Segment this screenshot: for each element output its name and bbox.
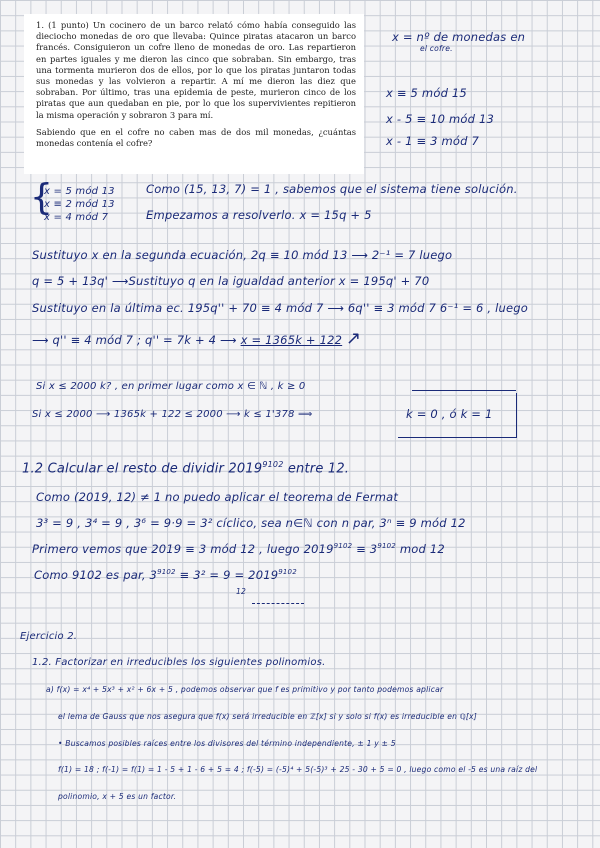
ex12-title <box>22 460 349 476</box>
ex12-line-4-exp: 9102 <box>157 568 176 577</box>
ex2-a-line-1: a) f(x) = x⁴ + 5x³ + x² + 6x + 5 , podemos observar que f es primitivo y por tanto podemos aplicar <box>46 685 444 694</box>
ex12-line-1: Como (2019, 12) ≠ 1 no puedo aplicar el teorema de Fermat <box>36 490 399 504</box>
bound-line-1: Si x ≤ 2000 k? , en primer lugar como x ∈ ℕ , k ≥ 0 <box>36 381 306 392</box>
ex12-line-4 <box>34 568 297 582</box>
ex12-line-3-c: mod 12 <box>395 542 445 556</box>
ex12-line-3-b: ≡ 3 <box>352 542 378 556</box>
bound-answer: k = 0 , ó k = 1 <box>406 407 493 421</box>
system-brace: { <box>30 177 54 218</box>
ex12-line-4-b: ≡ 3² = 9 = 2019 <box>175 568 279 582</box>
ex12-title-b: entre 12. <box>287 461 350 477</box>
work-line-4-prefix: ⟶ q'' ≡ 4 mód 7 ; q'' = 7k + 4 ⟶ <box>32 333 237 347</box>
ex2-a-line-4: f(1) = 18 ; f(-1) = f(1) = 1 - 5 + 1 - 6 + 5 = 4 ; f(-5) = (-5)⁴ + 5(-5)³ + 25 - 30 + 5 = 0 , luego como el -5 es una raíz del <box>58 765 538 774</box>
ex12-line-3 <box>32 542 445 556</box>
work-line-4 <box>32 328 361 349</box>
congruence-3: x - 1 ≡ 3 mód 7 <box>386 134 480 148</box>
answer-box-top <box>412 390 516 391</box>
problem-statement <box>24 14 364 174</box>
variable-definition: x = nº de monedas en <box>392 30 526 44</box>
ex2-heading: Ejercicio 2. <box>20 631 78 642</box>
ex12-title-exponent: 9102 <box>262 460 284 469</box>
congruence-1: x ≡ 5 mód 15 <box>386 86 467 100</box>
ex12-dashed-line <box>252 603 304 604</box>
ex12-line-4-a: Como 9102 es par, 3 <box>34 568 158 582</box>
ex12-line-3-exp: 9102 <box>333 542 353 551</box>
ex12-title-a: 1.2 Calcular el resto de dividir 2019 <box>22 461 263 477</box>
ex12-line-2: 3³ = 9 , 3⁴ = 9 , 3⁶ = 9·9 = 3² cíclico, sea n∈ℕ con n par, 3ⁿ ≡ 9 mód 12 <box>36 516 466 530</box>
check-mark: ↗ <box>346 328 362 349</box>
ex2-subtitle: 1.2. Factorizar en irreducibles los siguientes polinomios. <box>32 657 326 668</box>
system-line-2: x ≡ 2 mód 13 <box>44 199 115 210</box>
ex2-a-line-5: polinomio, x + 5 es un factor. <box>58 792 177 801</box>
system-note-1: Como (15, 13, 7) = 1 , sabemos que el sistema tiene solución. <box>146 182 518 196</box>
congruence-2: x - 5 ≡ 10 mód 13 <box>386 112 495 126</box>
problem-question: Sabiendo que en el cofre no caben mas de dos mil monedas, ¿cuántas monedas contenía el cofre? <box>36 126 356 149</box>
general-solution: x = 1365k + 122 <box>240 333 343 347</box>
work-line-1: Sustituyo x en la segunda ecuación, 2q ≡ 10 mód 13 ⟶ 2⁻¹ = 7 luego <box>32 248 453 262</box>
ex12-line-3-a: Primero vemos que 2019 ≡ 3 mód 12 , luego 2019 <box>32 542 334 556</box>
answer-box <box>398 393 517 438</box>
work-line-2: q = 5 + 13q' ⟶Sustituyo q en la igualdad anterior x = 195q' + 70 <box>32 274 430 288</box>
problem-paragraph: 1. (1 punto) Un cocinero de un barco relató cómo había conseguido las dieciocho monedas de oro que llevaba: Quince piratas atacaron un barco francés. Consiguieron un cofre lleno de monedas de oro. Las repartieron en partes iguales y me dieron las cinco que sobraban. Sin embargo, tras una tormenta murieron dos de ellos, por lo que los piratas juntaron todas sus monedas y las volvieron a repartir. A mí me dieron las diez que sobraban. Por último, tras una epidemia de peste, murieron cinco de los piratas que aun quedaban en pie, por lo que los supervivientes repitieron la misma operación y sobraron 3 para mí. <box>36 20 356 120</box>
ex2-a-line-3: • Buscamos posibles raíces entre los divisores del término independiente, ± 1 y ± 5 <box>58 739 396 748</box>
system-note-2: Empezamos a resolverlo. x = 15q + 5 <box>146 208 372 222</box>
ex2-a-line-2: el lema de Gauss que nos asegura que f(x) será irreducible en ℤ[x] si y solo si f(x) es irreducible en ℚ[x] <box>58 712 477 721</box>
ex12-modulus-subscript: 12 <box>236 587 247 596</box>
ex12-line-3-exp2: 9102 <box>377 542 396 551</box>
bound-line-2: Si x ≤ 2000 ⟶ 1365k + 122 ≤ 2000 ⟶ k ≤ 1'378 ⟹ <box>32 409 313 420</box>
system-line-1: x = 5 mód 13 <box>44 186 115 197</box>
work-line-3: Sustituyo en la última ec. 195q'' + 70 ≡ 4 mód 7 ⟶ 6q'' ≡ 3 mód 7 6⁻¹ = 6 , luego <box>32 301 529 315</box>
ex12-line-4-exp2: 9102 <box>278 568 297 577</box>
variable-definition-2: el cofre. <box>420 44 453 53</box>
system-line-3: x = 4 mód 7 <box>44 212 109 223</box>
